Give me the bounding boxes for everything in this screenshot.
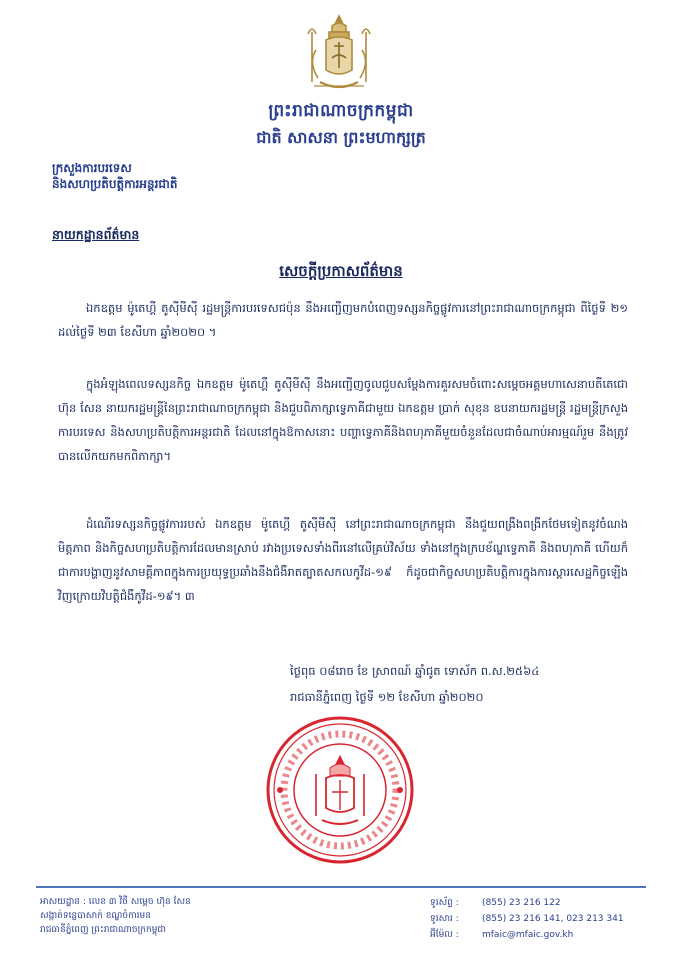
email-row: អ៊ីម៉ែល : mfaic@mfaic.gov.kh <box>430 930 574 940</box>
solar-date: រាជធានីភ្នំពេញ ថ្ងៃទី ១២ ខែសីហា ឆ្នាំ២០២០ <box>290 690 484 704</box>
footer-divider <box>36 886 646 888</box>
address-line-3: រាជធានីភ្នំពេញ ព្រះរាជាណាចក្រកម្ពុជា <box>40 925 166 935</box>
fax-row: ទូរសារ : (855) 23 216 141, 023 213 341 <box>430 914 624 924</box>
ministry-line-2: និងសហប្រតិបត្តិការអន្តរជាតិ <box>52 177 178 191</box>
phone-number: (855) 23 216 122 <box>482 898 561 908</box>
kingdom-title: ព្រះរាជាណាចក្រកម្ពុជា <box>268 101 414 121</box>
national-motto: ជាតិ សាសនា ព្រះមហាក្សត្រ <box>256 128 426 147</box>
footer-address <box>40 895 340 937</box>
department-name: នាយកដ្ឋានព័ត៌មាន <box>52 227 140 242</box>
address-line-2: សង្កាត់ទន្លេបាសាក់ ខណ្ឌចំការមន <box>40 911 151 921</box>
lunar-date: ថ្ងៃពុធ ០៨រោច ខែ ស្រាពណ៍ ឆ្នាំជូត ទោស័ក ព.ស.២៥៦៤ <box>290 664 540 678</box>
royal-coat-of-arms-icon <box>296 12 382 98</box>
email-address: mfaic@mfaic.gov.kh <box>482 930 574 940</box>
paragraph-2: ក្នុងអំឡុងពេលទស្សនកិច្ច ឯកឧត្តម ម៉ូតេហ្គី តូស៊ីមីស៊ី នឹងអញ្ជើញចូលជួបសម្តែងការគួរសមចំពោះសម្តេចអគ្គមហាសេនាបតីតេជោ ហ៊ុន សែន នាយករដ្ឋមន្ត្រីនៃព្រះរាជាណាចក្រកម្ពុជា និងជួបពិភាក្សាទ្វេភាគីជាមួយ ឯកឧត្តម ប្រាក់ សុខុន ឧបនាយករដ្ឋមន្ត្រី រដ្ឋមន្ត្រីក្រសួងការបរទេស និងសហប្រតិបត្តិការអន្តរជាតិ ដែលនៅក្នុងឱកាសនោះ បញ្ហាទ្វេភាគីនិងពហុភាគីមួយចំនួនដែលជាចំណាប់អារម្មណ៍រួម នឹងត្រូវបានលើកយកមកពិភាក្សា។ <box>58 377 628 463</box>
paragraph-1: ឯកឧត្តម ម៉ូតេហ្គី តូស៊ីមីស៊ី រដ្ឋមន្ត្រីការបរទេសជប៉ុន នឹងអញ្ជើញមកបំពេញទស្សនកិច្ចផ្លូវការនៅព្រះរាជាណាចក្រកម្ពុជា ពីថ្ងៃទី ២១ ដល់ថ្ងៃទី ២៣ ខែសីហា ឆ្នាំ២០២០ ។ <box>58 301 628 339</box>
address-line-1: អាសយដ្ឋាន : លេខ ៣ វិថី សម្តេច ហ៊ុន សែន <box>40 897 191 907</box>
fax-number: (855) 23 216 141, 023 213 341 <box>482 914 624 924</box>
paragraph-3: ដំណើរទស្សនកិច្ចផ្លូវការរបស់ ឯកឧត្តម ម៉ូតេហ្គី តូស៊ីមីស៊ី នៅព្រះរាជាណាចក្រកម្ពុជា នឹងជួយពង្រឹងពង្រីកថែមទៀតនូវចំណងមិត្តភាព និងកិច្ចសហប្រតិបត្តិការដែលមានស្រាប់ រវាងប្រទេសទាំងពីរនៅលើគ្រប់វិស័យ ទាំងនៅក្នុងក្របខ័ណ្ឌទ្វេភាគី និងពហុភាគី ហើយក៏ជាការបង្ហាញនូវសាមគ្គីភាពក្នុងការប្រយុទ្ធប្រឆាំងនឹងជំងឺរាតត្បាតសកលកូវីដ-១៩ ក៏ដូចជាកិច្ចសហប្រតិបត្តិការក្នុងការស្តារសេដ្ឋកិច្ចឡើងវិញក្រោយវិបត្តិជំងឺកូវីដ-១៩។ ៣ <box>58 517 628 603</box>
ministry-name <box>52 160 292 192</box>
ministry-line-1: ក្រសួងការបរទេស <box>52 161 132 175</box>
phone-row: ទូរស័ព្ទ : (855) 23 216 122 <box>430 898 561 908</box>
official-red-seal-icon <box>262 712 418 868</box>
footer-contacts <box>430 895 670 943</box>
kingdom-header <box>180 100 502 151</box>
document-title: សេចក្តីប្រកាសព័ត៌មាន <box>279 262 403 280</box>
